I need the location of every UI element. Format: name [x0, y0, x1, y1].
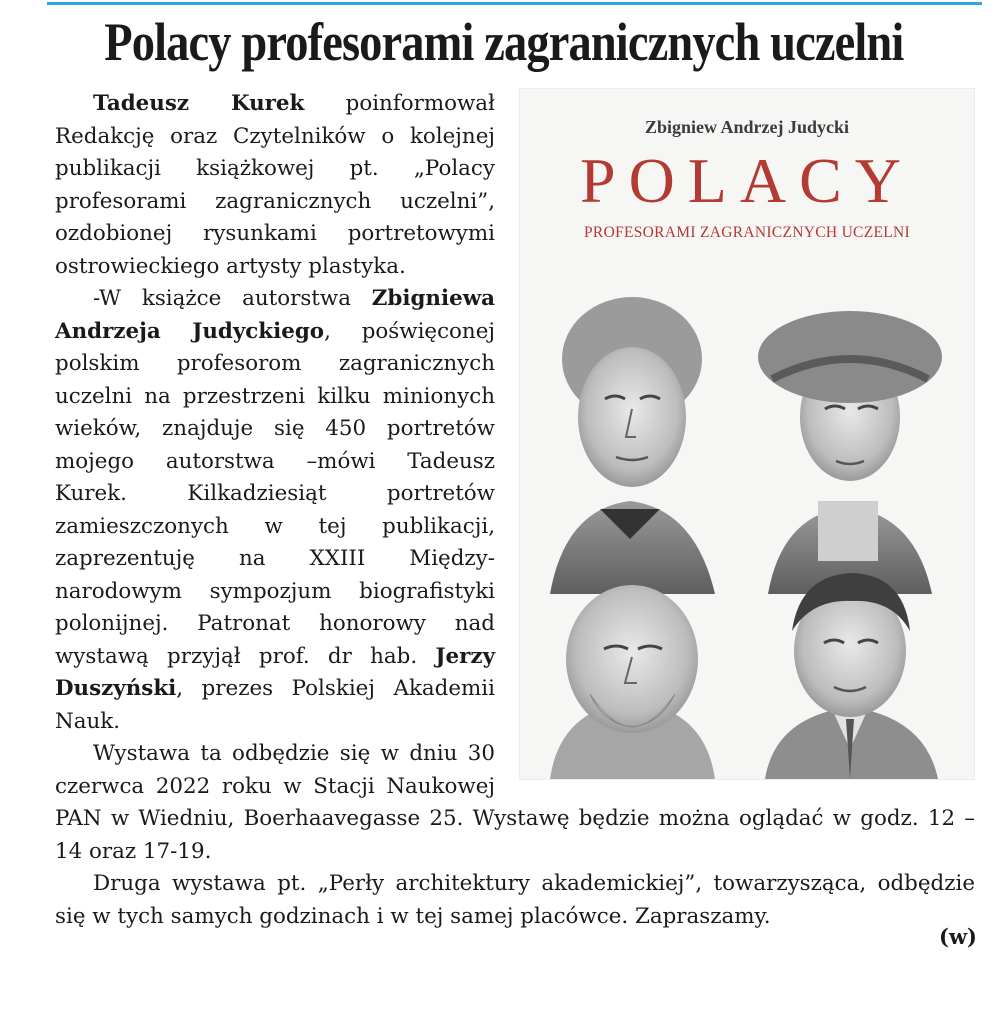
- portrait-man-bald: [550, 585, 715, 779]
- cover-author: Zbigniew Andrzej Judycki: [644, 117, 850, 137]
- paragraph-3: Wystawa ta odbędzie się w dniu 30 czerwca 2022 roku w Stacji Naukowej PAN w Wiedniu, Boerhaavegasse 25. Wystawę będzie można oglądać w godz. 12 – 14 oraz 17-19.: [55, 741, 975, 864]
- portrait-woman-hat: [758, 311, 942, 594]
- author-signoff: (w): [939, 924, 977, 949]
- article-body: [55, 88, 975, 933]
- headline: Polacy profesorami zagranicznych uczelni: [104, 12, 904, 72]
- p1-run-0: Tadeusz Kurek: [93, 91, 305, 116]
- portrait-drawings: [520, 239, 974, 779]
- p1-run-1: poinformował Redakcję oraz Czytelników o kolejnej publikacji książkowej pt. „Polacy profesorami zagranicznych uczelni”, ozdobionej rysunkami portretowymi ostrowieckiego artysty plastyka.: [55, 91, 495, 279]
- p2-run-4: , prezes Polskiej Akademii Nauk.: [55, 676, 495, 734]
- p2-run-0: -W książce autorstwa: [93, 286, 372, 311]
- p2-run-3: Jerzy Duszyński: [55, 643, 495, 701]
- book-cover-image: [519, 88, 975, 780]
- portrait-woman-older: [550, 297, 715, 594]
- p2-run-2: , poświęconej polskim profesorom zagranicznych uczelni na przestrzeni kilku minionych wieków, znajduje się 450 portretów mojego autorstwa –mówi Tadeusz Kurek. Kilkadziesiąt portretów zamieszczonych w tej publikacji, zaprezentuję na XXIII Międzynarodowym sympozjum biografistyki polonijnej. Patronat honorowy nad wystawą przyjął prof. dr hab.: [55, 318, 495, 669]
- p2-run-1: Zbigniewa Andrzeja Judyckiego: [55, 286, 495, 344]
- cover-title: POLACY: [579, 145, 915, 216]
- cover-subtitle: PROFESORAMI ZAGRANICZNYCH UCZELNI: [584, 224, 910, 241]
- portrait-man-suit: [765, 573, 938, 779]
- paragraph-4: Druga wystawa pt. „Perły architektury akademickiej”, towarzysząca, odbędzie się w tych samych godzinach i w tej samej placówce. Zapraszamy.: [55, 871, 975, 929]
